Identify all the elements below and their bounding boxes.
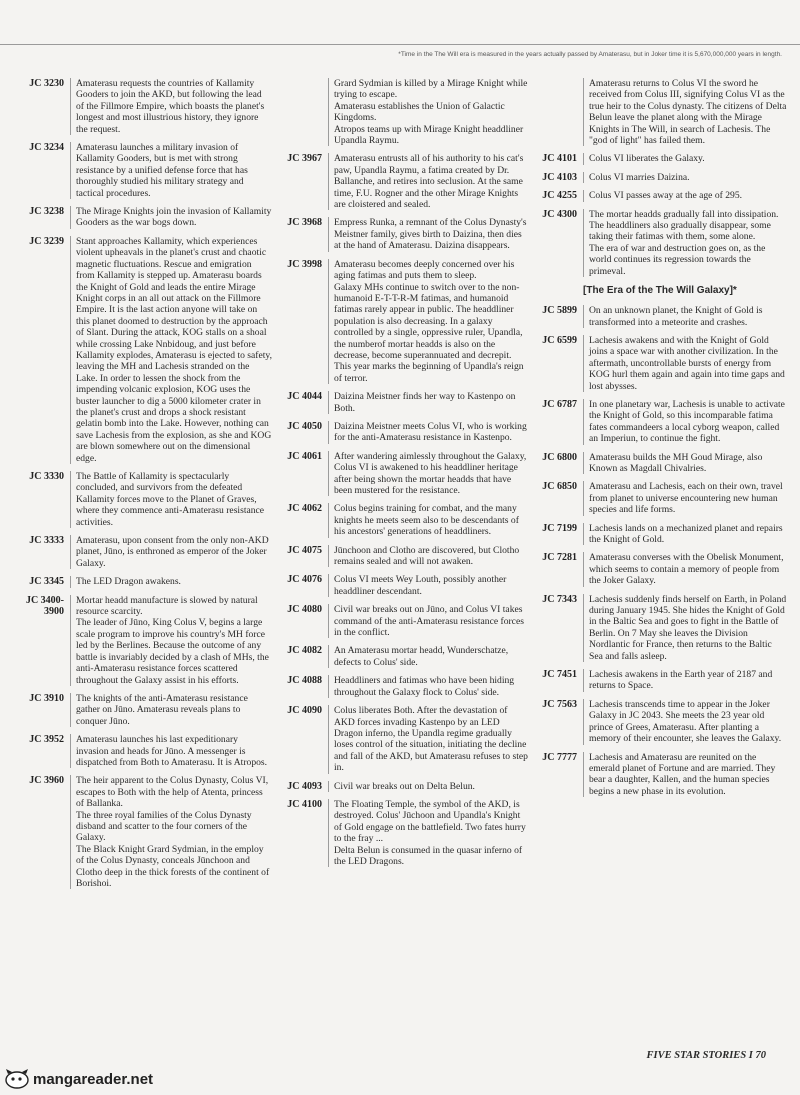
section-heading: [The Era of the The Will Galaxy]* [583,285,737,297]
entry-text: Colus begins training for combat, and the many knights he meets seem also to be descendants of his ancestors' generations of headdliners. [328,503,528,537]
timeline-entry [525,172,787,183]
entry-date: JC 4062 [287,503,322,515]
timeline-entry [270,799,528,867]
entry-text: Amaterasu returns to Colus VI the sword he received from Colus III, signifying Colus VI as the true heir to the Colus dynasty. The citizens of Delta Belun leave the planet along with the Mirage Knights in The Will, in search of Lachesis. The "god of light" has failed them. [583,78,787,146]
entry-text: Colus liberates Both. After the devastation of AKD forces invading Kastenpo by an LED Dragon inferno, the Upandla regime gradually loses control of the situation, initiating the decline and fall of the AKD, but Amaterasu refuses to step in. [328,705,528,773]
timeline-entry [270,421,528,444]
timeline-entry [525,452,787,475]
timeline-entry [12,142,272,199]
footnote: *Time in the The Will era is measured in the years actually passed by Amaterasu, but in Joker time it is 5,670,000,000 years in length. [398,51,782,58]
entry-date: JC 3968 [287,217,322,229]
entry-text: Daizina Meistner meets Colus VI, who is working for the anti-Amaterasu resistance in Kastenpo. [328,421,528,444]
entry-text: The knights of the anti-Amaterasu resistance gather on Jūno. Amaterasu reveals plans to conquer Jūno. [70,693,272,727]
timeline-entry [270,503,528,537]
timeline-entry [12,535,272,569]
entry-date: JC 4300 [542,208,577,220]
entry-date: JC 3230 [29,78,64,89]
timeline-entry [12,775,272,889]
timeline-entry [525,209,787,277]
entry-text: The LED Dragon awakens. [70,576,272,587]
top-rule [0,44,800,45]
entry-text: Lachesis lands on a mechanized planet and repairs the Knight of Gold. [583,523,787,546]
entry-date: JC 4103 [542,171,577,183]
entry-text: An Amaterasu mortar headd, Wunderschatze, defects to Colus' side. [328,645,528,668]
entry-date: JC 7281 [542,552,577,564]
entry-text: Lachesis suddenly finds herself on Earth, in Poland during January 1945. She hides the Knight of Gold in the Baltic Sea and goes to fight in the Battle of Berlin. On 7 May she leaves the Division Nordlantic for France, then returns to the Baltic Sea and falls asleep. [583,594,787,662]
timeline-entry [270,781,528,792]
entry-date: JC 7343 [542,593,577,605]
entry-text: In one planetary war, Lachesis is unable to activate the Knight of Gold, so this incomparable fatima fates commandeers a local cyborg weapon, called an Imperiun, to continue the fight. [583,399,787,445]
entry-date: JC 4100 [287,798,322,810]
entry-date: JC 4255 [542,190,577,202]
timeline-entry [12,576,272,587]
entry-text: Amaterasu converses with the Obelisk Monument, which seems to contain a memory of people from the Joker Galaxy. [583,552,787,586]
entry-text: Civil war breaks out on Delta Belun. [328,781,528,792]
timeline-entry [525,190,787,201]
entry-text: The mortar headds gradually fall into dissipation. The headdliners also gradually disappear, some taking their fatimas with them, some alone. The era of war and destruction goes on, as the world continues its regression towards the primeval. [583,209,787,277]
entry-text: Headdliners and fatimas who have been hiding throughout the Galaxy flock to Colus' side. [328,675,528,698]
entry-date: JC 3998 [287,258,322,270]
timeline-entry [270,259,528,384]
timeline-entry [525,399,787,445]
timeline-entry [525,78,787,146]
entry-text: The heir apparent to the Colus Dynasty, Colus VI, escapes to Both with the help of Atenta, princess of Ballanka. The three royal families of the Colus Dynasty disband and scatter to the four corners of the Galaxy. The Black Knight Grard Sydmian, in the employ of the Colus Dynasty, conceals Jūnchoon and Clotho deep in the thick forests of the continent of Borishoi. [70,775,272,889]
timeline-entry [525,594,787,662]
timeline-entry [270,545,528,568]
timeline-entry [270,217,528,251]
entry-text: Lachesis awakens in the Earth year of 2187 and returns to Space. [583,669,787,692]
entry-text: Colus VI meets Wey Louth, possibly another headdliner descendant. [328,574,528,597]
entry-text: After wandering aimlessly throughout the Galaxy, Colus VI is awakened to his headdliner heritage after being shown the mortar headds that have been mustered for the resistance. [328,451,528,497]
entry-text: Amaterasu requests the countries of Kallamity Gooders to join the AKD, but following the lead of the Fillmore Empire, which boasts the planet's longest and most illustrious history, they ignore the request. [70,78,272,135]
entry-date: JC 4101 [542,153,577,165]
entry-date: JC 4076 [287,574,322,586]
entry-date: JC 7777 [542,751,577,763]
entry-date: JC 4061 [287,450,322,462]
entry-text: Grard Sydmian is killed by a Mirage Knight while trying to escape. Amaterasu establishes the Union of Galactic Kingdoms. Atropos teams up with Mirage Knight headdliner Upandla Raymu. [328,78,528,146]
column-1 [12,78,272,896]
entry-text: The Floating Temple, the symbol of the AKD, is destroyed. Colus' Jūchoon and Upandla's Knight of Gold engage on the battlefield. Two fates hurry to the fray ... Delta Belun is consumed in the quasar inferno of the LED Dragons. [328,799,528,867]
entry-date: JC 4088 [287,675,322,687]
entry-date: JC 3967 [287,153,322,165]
timeline-entry [270,391,528,414]
entry-date [270,78,328,146]
entry-text: Amaterasu, upon consent from the only non-AKD planet, Jūno, is enthroned as emperor of the Joker Galaxy. [70,535,272,569]
entry-text: Amaterasu builds the MH Goud Mirage, also Known as Magdall Chivalries. [583,452,787,475]
timeline-entry [270,645,528,668]
timeline-entry [525,552,787,586]
page-label: FIVE STAR STORIES I 70 [646,1050,766,1061]
timeline-entry [12,206,272,229]
timeline-entry [12,78,272,135]
entry-date: JC 6800 [542,451,577,463]
timeline-entry [12,236,272,464]
entry-text: The Mirage Knights join the invasion of Kallamity Gooders as the war bogs down. [70,206,272,229]
timeline-entry [12,693,272,727]
entry-date: JC 3234 [29,142,64,154]
entry-date: JC 7563 [542,698,577,710]
entry-date: JC 7199 [542,522,577,534]
entry-date: JC 4082 [287,645,322,657]
timeline-entry [270,675,528,698]
entry-text: Amaterasu launches his last expeditionary invasion and heads for Jūno. A messenger is dispatched from Both to Amaterasu. It is Atropos. [70,734,272,768]
entry-date: JC 6787 [542,398,577,410]
timeline-entry [12,734,272,768]
entry-date: JC 3960 [29,775,64,787]
entry-text: Jūnchoon and Clotho are discovered, but Clotho remains sealed and will not awaken. [328,545,528,568]
entry-date: JC 4080 [287,604,322,616]
entry-date: JC 4075 [287,544,322,556]
entry-text: Amaterasu launches a military invasion of Kallamity Gooders, but is met with strong resistance by a unified defense force that has thoroughly studied his military strategy and tactical procedures. [70,142,272,199]
entry-text: Colus VI marries Daizina. [583,172,787,183]
entry-date: JC 3333 [29,535,64,547]
entry-text: Amaterasu becomes deeply concerned over his aging fatimas and puts them to sleep. Galaxy MHs continue to switch over to the non-humanoid E-T-T-R-M fatimas, and humanoid fatimas rarely appear in public. The headdliner population is also decreasing. In a galaxy controlled by a single, oppressive ruler, Upandla, the numberof mortar headds is also on the decrease, become superannuated and decrepit. This year marks the beginning of Upandla's reign of terror. [328,259,528,384]
timeline-entry [270,574,528,597]
entry-text: Lachesis and Amaterasu are reunited on the emerald planet of Fortune and are married. They bear a daughter, Kallen, and the human species begins a new phase in its evolution. [583,752,787,798]
entry-date: JC 5899 [542,305,577,317]
mascot-icon [4,1068,30,1090]
entry-date: JC 3952 [29,734,64,746]
entry-text: Colus VI liberates the Galaxy. [583,153,787,164]
timeline-entry [525,669,787,692]
timeline-entry [525,752,787,798]
entry-date: JC 4090 [287,705,322,717]
entry-text: Daizina Meistner finds her way to Kastenpo on Both. [328,391,528,414]
entry-date: JC 6850 [542,481,577,493]
entry-text: Mortar headd manufacture is slowed by natural resource scarcity. The leader of Jūno, King Colus V, begins a large scale program to improve his country's MH force led by the Berlines. Because the outcome of any battle is invariably decided by a clash of MHs, the anti-Amaterasu resistance forces scattered throughout the Galaxy assist in his efforts. [70,595,272,686]
entry-text: Lachesis transcends time to appear in the Joker Galaxy in JC 2043. She meets the 23 year old prince of Grees, Amaterasu. After planting a memory of their encounter, she leaves the Galaxy. [583,699,787,745]
column-3 [525,78,787,804]
timeline-entry [525,335,787,392]
timeline-entry [525,699,787,745]
entry-text: Colus VI passes away at the age of 295. [583,190,787,201]
entry-text: Civil war breaks out on Jūno, and Colus VI takes command of the anti-Amaterasu resistance forces in the conflict. [328,604,528,638]
entry-text: The Battle of Kallamity is spectacularly concluded, and survivors from the defeated Kallamity forces move to the Planet of Graves, where they commence anti-Amaterasu resistance activities. [70,471,272,528]
timeline-entry [525,305,787,328]
entry-date: JC 6599 [542,334,577,346]
entry-text: On an unknown planet, the Knight of Gold is transformed into a meteorite and crashes. [583,305,787,328]
entry-text: Stant approaches Kallamity, which experiences violent upheavals in the planet's crust and chaotic magnetic fluctuations. Rescue and emigration from Kallamity is stepped up. Amaterasu boards the Knight of Gold and leads the entire Mirage Knight corps in an all out attack on the Fillmore Empire. It is the last action anyone will take on this planet doomed to destruction by the approach of Slant. During the attack, KOG stalls on a shoal while crossing Lake Nnbidoug, and just before Kallamity explodes, Amaterasu is ejected to safety, leaving the MH and Lachesis stranded on the Lake. In order to lessen the shock from the impending volcanic explosion, KOG uses the buster launcher to dig a 5000 kilometer crater in the planet's crust and drops a shock resistant gelatin bomb into the Lake. However, nothing can save Lachesis from the explosion, as she and KOG are blown somewhere out on the dimensional edge. [70,236,272,464]
entry-date: JC 3238 [29,206,64,218]
timeline-entry [270,451,528,497]
entry-date: JC 4093 [287,780,322,792]
timeline-entry [12,595,272,686]
column-3-bottom [525,305,787,797]
entry-date: JC 7451 [542,669,577,681]
column-3-top [525,78,787,277]
entry-text: Amaterasu entrusts all of his authority to his cat's paw, Upandla Raymu, a fatima created by Dr. Ballanche, and retires into seclusion. At the same time, F.U. Rogner and the other Mirage Knights are cloistered and sealed. [328,153,528,210]
column-2 [270,78,528,874]
timeline-entry [270,604,528,638]
entry-text: Amaterasu and Lachesis, each on their own, travel from planet to universe encountering new human species and life forms. [583,481,787,515]
watermark [4,1068,153,1090]
timeline-entry [525,481,787,515]
timeline-entry [270,78,528,146]
entry-date: JC 3239 [29,235,64,247]
timeline-entry [525,153,787,164]
entry-date: JC 4050 [287,420,322,432]
timeline-entry [270,705,528,773]
entry-date: JC 3330 [29,471,64,482]
timeline-entry [525,523,787,546]
entry-text: Empress Runka, a remnant of the Colus Dynasty's Meistner family, gives birth to Daizina, then dies at the hand of Amaterasu. Daizina disappears. [328,217,528,251]
entry-date [525,78,583,146]
entry-date: JC 3400- 3900 [25,594,64,618]
timeline-entry [12,471,272,528]
timeline-entry [270,153,528,210]
entry-date: JC 3345 [29,576,64,588]
entry-text: Lachesis awakens and with the Knight of Gold joins a space war with another civilization. In the aftermath, uncontrollable bursts of energy from KOG hurl them again and again into time gaps and lost abysses. [583,335,787,392]
watermark-text: mangareader.net [33,1070,154,1088]
entry-date: JC 4044 [287,391,322,403]
entry-date: JC 3910 [29,692,64,704]
